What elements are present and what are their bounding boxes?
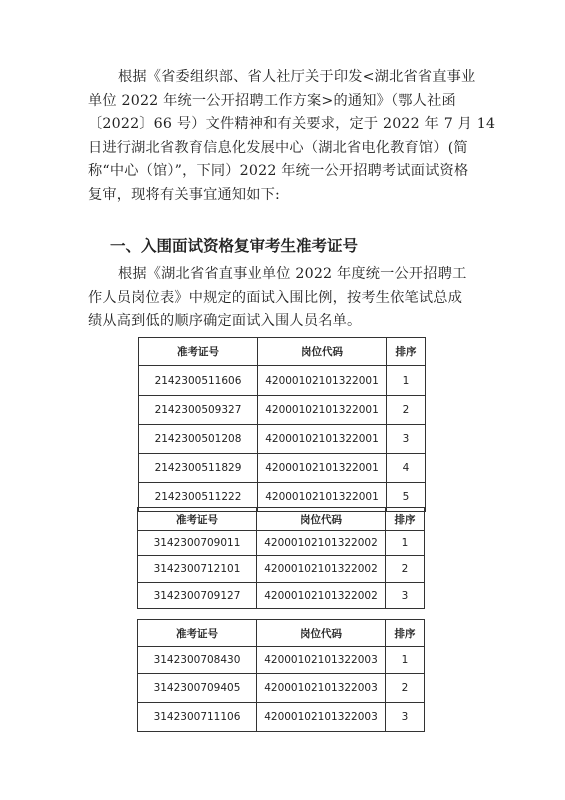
rank-cell: 2 — [387, 396, 426, 425]
post-cell: 42000102101322002 — [257, 583, 386, 609]
ticket-cell: 3142300709011 — [138, 531, 257, 556]
table-header-row — [138, 620, 425, 647]
post-cell: 42000102101322001 — [258, 366, 387, 396]
intro-line: 根据《省委组织部、省人社厅关于印发<湖北省省直事业 — [118, 69, 476, 85]
section-line: 绩从高到低的顺序确定面试入围人员名单。 — [88, 313, 362, 329]
table-row — [138, 556, 425, 583]
table-row — [139, 425, 426, 454]
ticket-cell: 2142300511606 — [139, 366, 258, 396]
post-cell: 42000102101322001 — [258, 396, 387, 425]
rank-cell: 5 — [387, 483, 426, 512]
ticket-cell: 2142300511222 — [139, 483, 258, 512]
rank-cell: 1 — [386, 531, 425, 556]
ticket-cell: 2142300501208 — [139, 425, 258, 454]
table-row — [139, 396, 426, 425]
header-post: 岗位代码 — [258, 338, 387, 366]
ticket-cell: 3142300712101 — [138, 556, 257, 583]
ticket-cell: 3142300711106 — [138, 703, 257, 732]
header-rank: 排序 — [387, 338, 426, 366]
post-cell: 42000102101322003 — [257, 703, 386, 732]
ticket-cell: 3142300709405 — [138, 674, 257, 703]
rank-cell: 3 — [386, 583, 425, 609]
candidate-table-2 — [137, 507, 425, 609]
header-ticket: 准考证号 — [138, 508, 257, 531]
intro-line: 单位 2022 年统一公开招聘工作方案>的通知》（鄂人社函 — [88, 92, 456, 109]
intro-line: 称“中心（馆）”，下同）2022 年统一公开招聘考试面试资格 — [88, 163, 469, 179]
header-ticket: 准考证号 — [139, 338, 258, 366]
ticket-cell: 2142300511829 — [139, 454, 258, 483]
section-line: 作人员岗位表》中规定的面试入围比例，按考生依笔试总成 — [88, 289, 463, 306]
section-paragraph — [88, 263, 486, 334]
intro-line: 日进行湖北省教育信息化发展中心（湖北省电化教育馆）(简 — [88, 139, 468, 156]
intro-line: 〔2022〕66 号）文件精神和有关要求，定于 2022 年 7 月 14 — [88, 116, 496, 132]
table-row — [139, 454, 426, 483]
table-row — [138, 674, 425, 703]
rank-cell: 2 — [386, 674, 425, 703]
rank-cell: 3 — [387, 425, 426, 454]
post-cell: 42000102101322001 — [258, 454, 387, 483]
rank-cell: 3 — [386, 703, 425, 732]
intro-line: 复审，现将有关事宜通知如下: — [88, 186, 281, 203]
post-cell: 42000102101322003 — [257, 647, 386, 674]
post-cell: 42000102101322001 — [258, 483, 387, 512]
candidate-table-1 — [138, 337, 426, 512]
post-cell: 42000102101322002 — [257, 556, 386, 583]
table-row — [139, 366, 426, 396]
ticket-cell: 2142300509327 — [139, 396, 258, 425]
header-rank: 排序 — [386, 508, 425, 531]
rank-cell: 1 — [387, 366, 426, 396]
ticket-cell: 3142300709127 — [138, 583, 257, 609]
table-row — [138, 647, 425, 674]
table-row — [138, 531, 425, 556]
post-cell: 42000102101322003 — [257, 674, 386, 703]
header-ticket: 准考证号 — [138, 620, 257, 647]
post-cell: 42000102101322002 — [257, 531, 386, 556]
section-heading: 一、入围面试资格复审考生准考证号 — [110, 236, 359, 255]
rank-cell: 4 — [387, 454, 426, 483]
section-line: 根据《湖北省省直事业单位 2022 年度统一公开招聘工 — [118, 266, 467, 282]
candidate-table-3 — [137, 619, 425, 732]
table-row — [138, 583, 425, 609]
header-post: 岗位代码 — [257, 508, 386, 531]
table-row — [138, 703, 425, 732]
header-post: 岗位代码 — [257, 620, 386, 647]
intro-paragraph — [88, 66, 496, 207]
table-header-row — [138, 508, 425, 531]
header-rank: 排序 — [386, 620, 425, 647]
rank-cell: 1 — [386, 647, 425, 674]
post-cell: 42000102101322001 — [258, 425, 387, 454]
ticket-cell: 3142300708430 — [138, 647, 257, 674]
table-header-row — [139, 338, 426, 366]
rank-cell: 2 — [386, 556, 425, 583]
